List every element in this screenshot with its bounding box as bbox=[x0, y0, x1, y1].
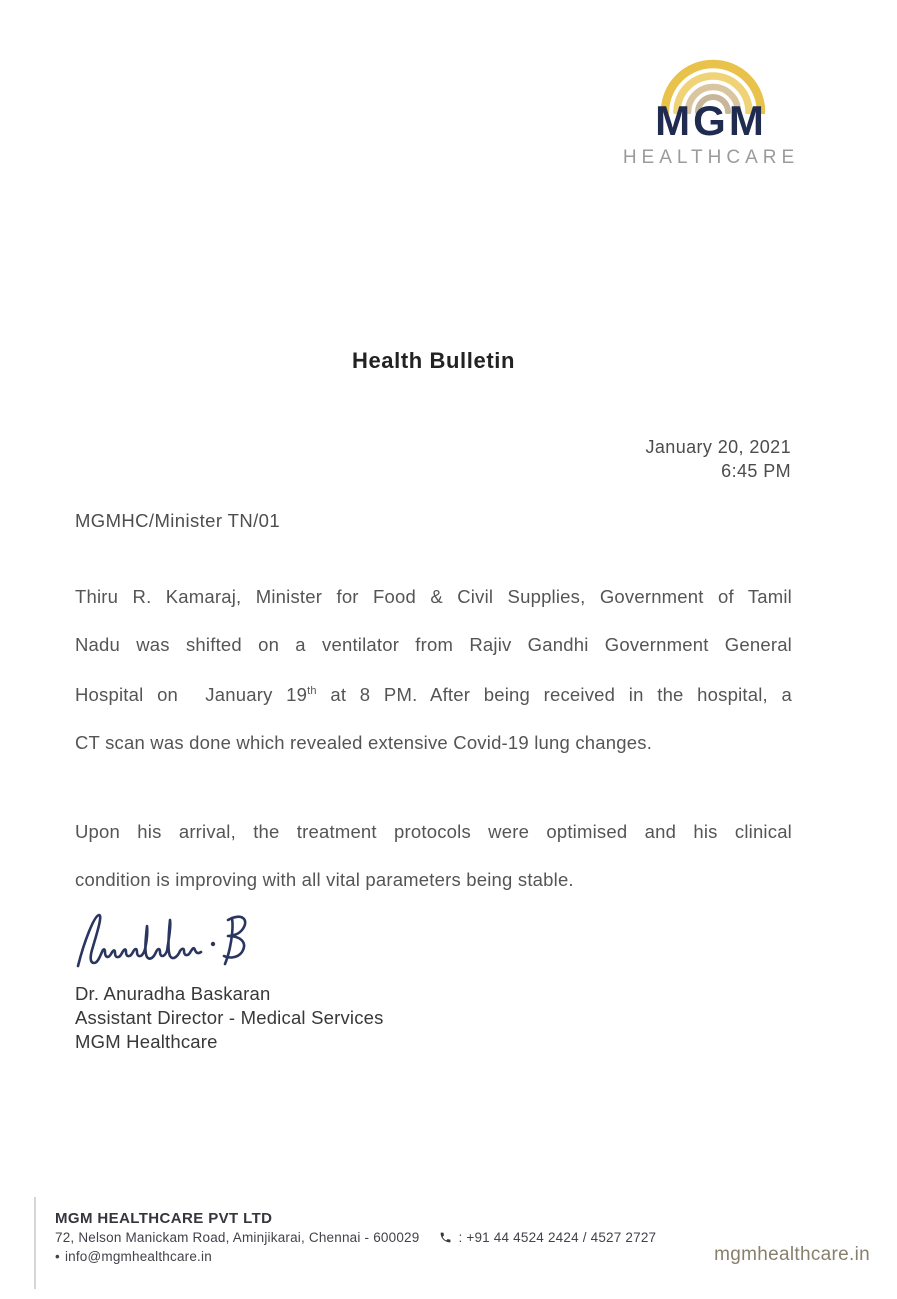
footer-divider bbox=[34, 1197, 36, 1289]
body-line-segment: Hospital on January 19 bbox=[75, 684, 308, 706]
body-line: CT scan was done which revealed extensive Covid-19 lung changes. bbox=[75, 731, 653, 753]
signatory-block bbox=[75, 982, 384, 1054]
reference-number: MGMHC/Minister TN/01 bbox=[75, 510, 281, 531]
logo-wordmark: MGM bbox=[655, 97, 767, 144]
signatory-name: Dr. Anuradha Baskaran bbox=[75, 983, 271, 1004]
paragraph-1 bbox=[75, 573, 792, 766]
footer-website: mgmhealthcare.in bbox=[714, 1244, 870, 1265]
footer-email: info@mgmhealthcare.in bbox=[64, 1249, 212, 1264]
body-line: condition is improving with all vital parameters being stable. bbox=[75, 868, 574, 890]
phone-icon bbox=[439, 1231, 452, 1244]
bullet-icon: • bbox=[55, 1249, 60, 1264]
body-line: Nadu was shifted on a ventilator from Rajiv Gandhi Government General bbox=[75, 633, 792, 655]
footer-address-row bbox=[55, 1230, 656, 1245]
page-title: Health Bulletin bbox=[351, 348, 515, 373]
logo-subtitle: HEALTHCARE bbox=[622, 147, 800, 168]
footer-phone: : +91 44 4524 2424 / 4527 2727 bbox=[458, 1230, 657, 1245]
signature-scribble bbox=[70, 906, 290, 978]
footer-company-name: MGM HEALTHCARE PVT LTD bbox=[55, 1210, 273, 1227]
body-line: Upon his arrival, the treatment protocols were optimised and his clinical bbox=[75, 821, 792, 842]
footer-email-row bbox=[55, 1249, 212, 1264]
mgm-healthcare-logo bbox=[604, 56, 818, 167]
time-line: 6:45 PM bbox=[721, 461, 791, 481]
footer-address: 72, Nelson Manickam Road, Aminjikarai, Chennai - 600029 bbox=[55, 1230, 420, 1245]
superscript-ordinal: th bbox=[307, 685, 317, 697]
signatory-organization: MGM Healthcare bbox=[75, 1031, 218, 1052]
date-block bbox=[75, 435, 791, 483]
date-line: January 20, 2021 bbox=[645, 437, 791, 457]
body-line: Thiru R. Kamaraj, Minister for Food & Civil Supplies, Government of Tamil bbox=[75, 586, 792, 607]
body-line-segment: at 8 PM. After being received in the hospital, a bbox=[316, 684, 792, 706]
body-line bbox=[75, 668, 792, 719]
signatory-designation: Assistant Director - Medical Services bbox=[75, 1007, 384, 1028]
paragraph-2 bbox=[75, 808, 792, 903]
